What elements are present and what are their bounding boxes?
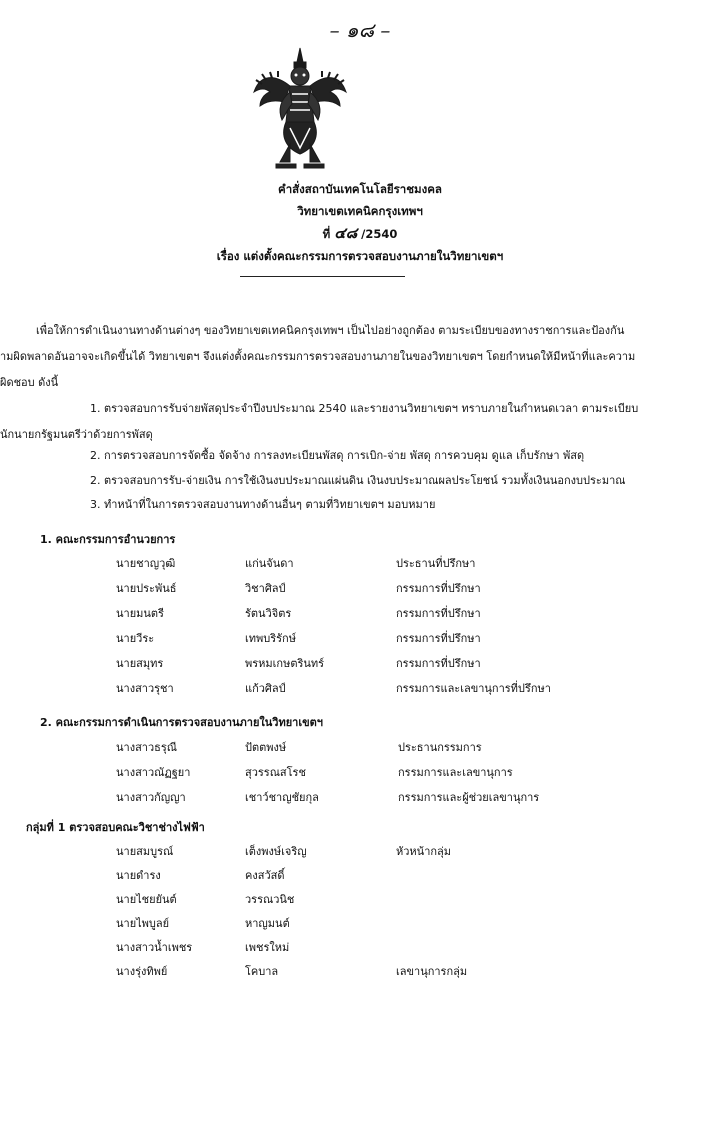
committee2-title: 2. คณะกรรมการดำเนินการตรวจสอบงานภายในวิทยาเขตฯ bbox=[40, 716, 323, 729]
member-row: นายวีระ เทพบริรักษ์ กรรมการที่ปรึกษา bbox=[116, 632, 481, 645]
member-row: นายไพบูลย์ หาญมนต์ bbox=[116, 917, 290, 930]
page-number: – ๑๘ – bbox=[329, 18, 391, 42]
group1-title: กลุ่มที่ 1 ตรวจสอบคณะวิชาช่างไฟฟ้า bbox=[26, 821, 205, 834]
order-subject: เรื่อง แต่งตั้งคณะกรรมการตรวจสอบงานภายในวิทยาเขตฯ bbox=[216, 249, 504, 263]
member-row: นางสาวณัฏฐยา สุวรรณสโรช กรรมการและเลขานุการ bbox=[116, 766, 513, 779]
member-row: นายดำรง คงสวัสดิ์ bbox=[116, 869, 285, 882]
intro-paragraph: เพื่อให้การดำเนินงานทางด้านต่างๆ ของวิทยาเขตเทคนิคกรุงเทพฯ เป็นไปอย่างถูกต้อง ตามระเบียบของทางราชการและป้องกัน ามผิดพลาดอันอาจจะเกิดขึ้นได้ วิทยาเขตฯ จึงแต่งตั้งคณะกรรมการตรวจสอบงานภายในของวิทยาเขตฯ โดยกำหนดให้มีหน้าที่และความ ผิดชอบ ดังนี้ bbox=[0, 324, 636, 389]
member-row: นายชาญวุฒิ แก่นจันดา ประธานที่ปรึกษา bbox=[116, 557, 476, 570]
member-row: นางสาวกัญญา เชาว์ชาญชัยกุล กรรมการและผู้ช่วยเลขานุการ bbox=[116, 791, 540, 804]
duty-item: 2. ตรวจสอบการรับ-จ่ายเงิน การใช้เงินงบประมาณแผ่นดิน เงินงบประมาณผลประโยชน์ รวมทั้งเงินนอกงบประมาณ bbox=[90, 474, 626, 487]
committee1-title: 1. คณะกรรมการอำนวยการ bbox=[40, 533, 176, 546]
duty-item-cont: นักนายกรัฐมนตรีว่าด้วยการพัสดุ bbox=[0, 428, 153, 441]
member-row: นางสาวธรุณี ปัตตพงษ์ ประธานกรรมการ bbox=[116, 741, 482, 754]
member-row: นายประพันธ์ วิชาศิลป์ กรรมการที่ปรึกษา bbox=[116, 582, 481, 595]
duty-item: 1. ตรวจสอบการรับจ่ายพัสดุประจำปีงบประมาณ 2540 และรายงานวิทยาเขตฯ ทราบภายในกำหนดเวลา ตามระเบียบ bbox=[90, 402, 639, 415]
member-row: นายมนตรี รัตนวิจิตร กรรมการที่ปรึกษา bbox=[116, 607, 481, 620]
member-row: นางสาวน้ำเพชร เพชรใหม่ bbox=[116, 941, 290, 954]
order-header bbox=[0, 178, 720, 267]
garuda-emblem-icon bbox=[250, 44, 350, 172]
duty-item: 3. ทำหน้าที่ในการตรวจสอบงานทางด้านอื่นๆ ตามที่วิทยาเขตฯ มอบหมาย bbox=[90, 498, 436, 511]
issuer-line: คำสั่งสถาบันเทคโนโลยีราชมงคล bbox=[278, 182, 442, 196]
member-row: นายสมบูรณ์ เต็งพงษ์เจริญ หัวหน้ากลุ่ม bbox=[116, 845, 452, 858]
member-row: นางรุ่งทิพย์ โคบาล เลขานุการกลุ่ม bbox=[116, 965, 468, 978]
member-row: นายสมุทร พรหมเกษตรินทร์ กรรมการที่ปรึกษา bbox=[116, 657, 481, 670]
divider bbox=[240, 276, 405, 277]
member-row: นางสาวรุชา แก้วศิลป์ กรรมการและเลขานุการที่ปรึกษา bbox=[116, 682, 551, 695]
duty-item: 2. การตรวจสอบการจัดซื้อ จัดจ้าง การลงทะเบียนพัสดุ การเบิก-จ่าย พัสดุ การควบคุม ดูแล เก็บรักษา พัสดุ bbox=[90, 449, 585, 462]
order-number: ที่ ๔๘ /2540 bbox=[322, 224, 398, 242]
member-row: นายไชยยันต์ วรรณวนิช bbox=[116, 893, 295, 906]
campus-line: วิทยาเขตเทคนิคกรุงเทพฯ bbox=[297, 204, 423, 218]
